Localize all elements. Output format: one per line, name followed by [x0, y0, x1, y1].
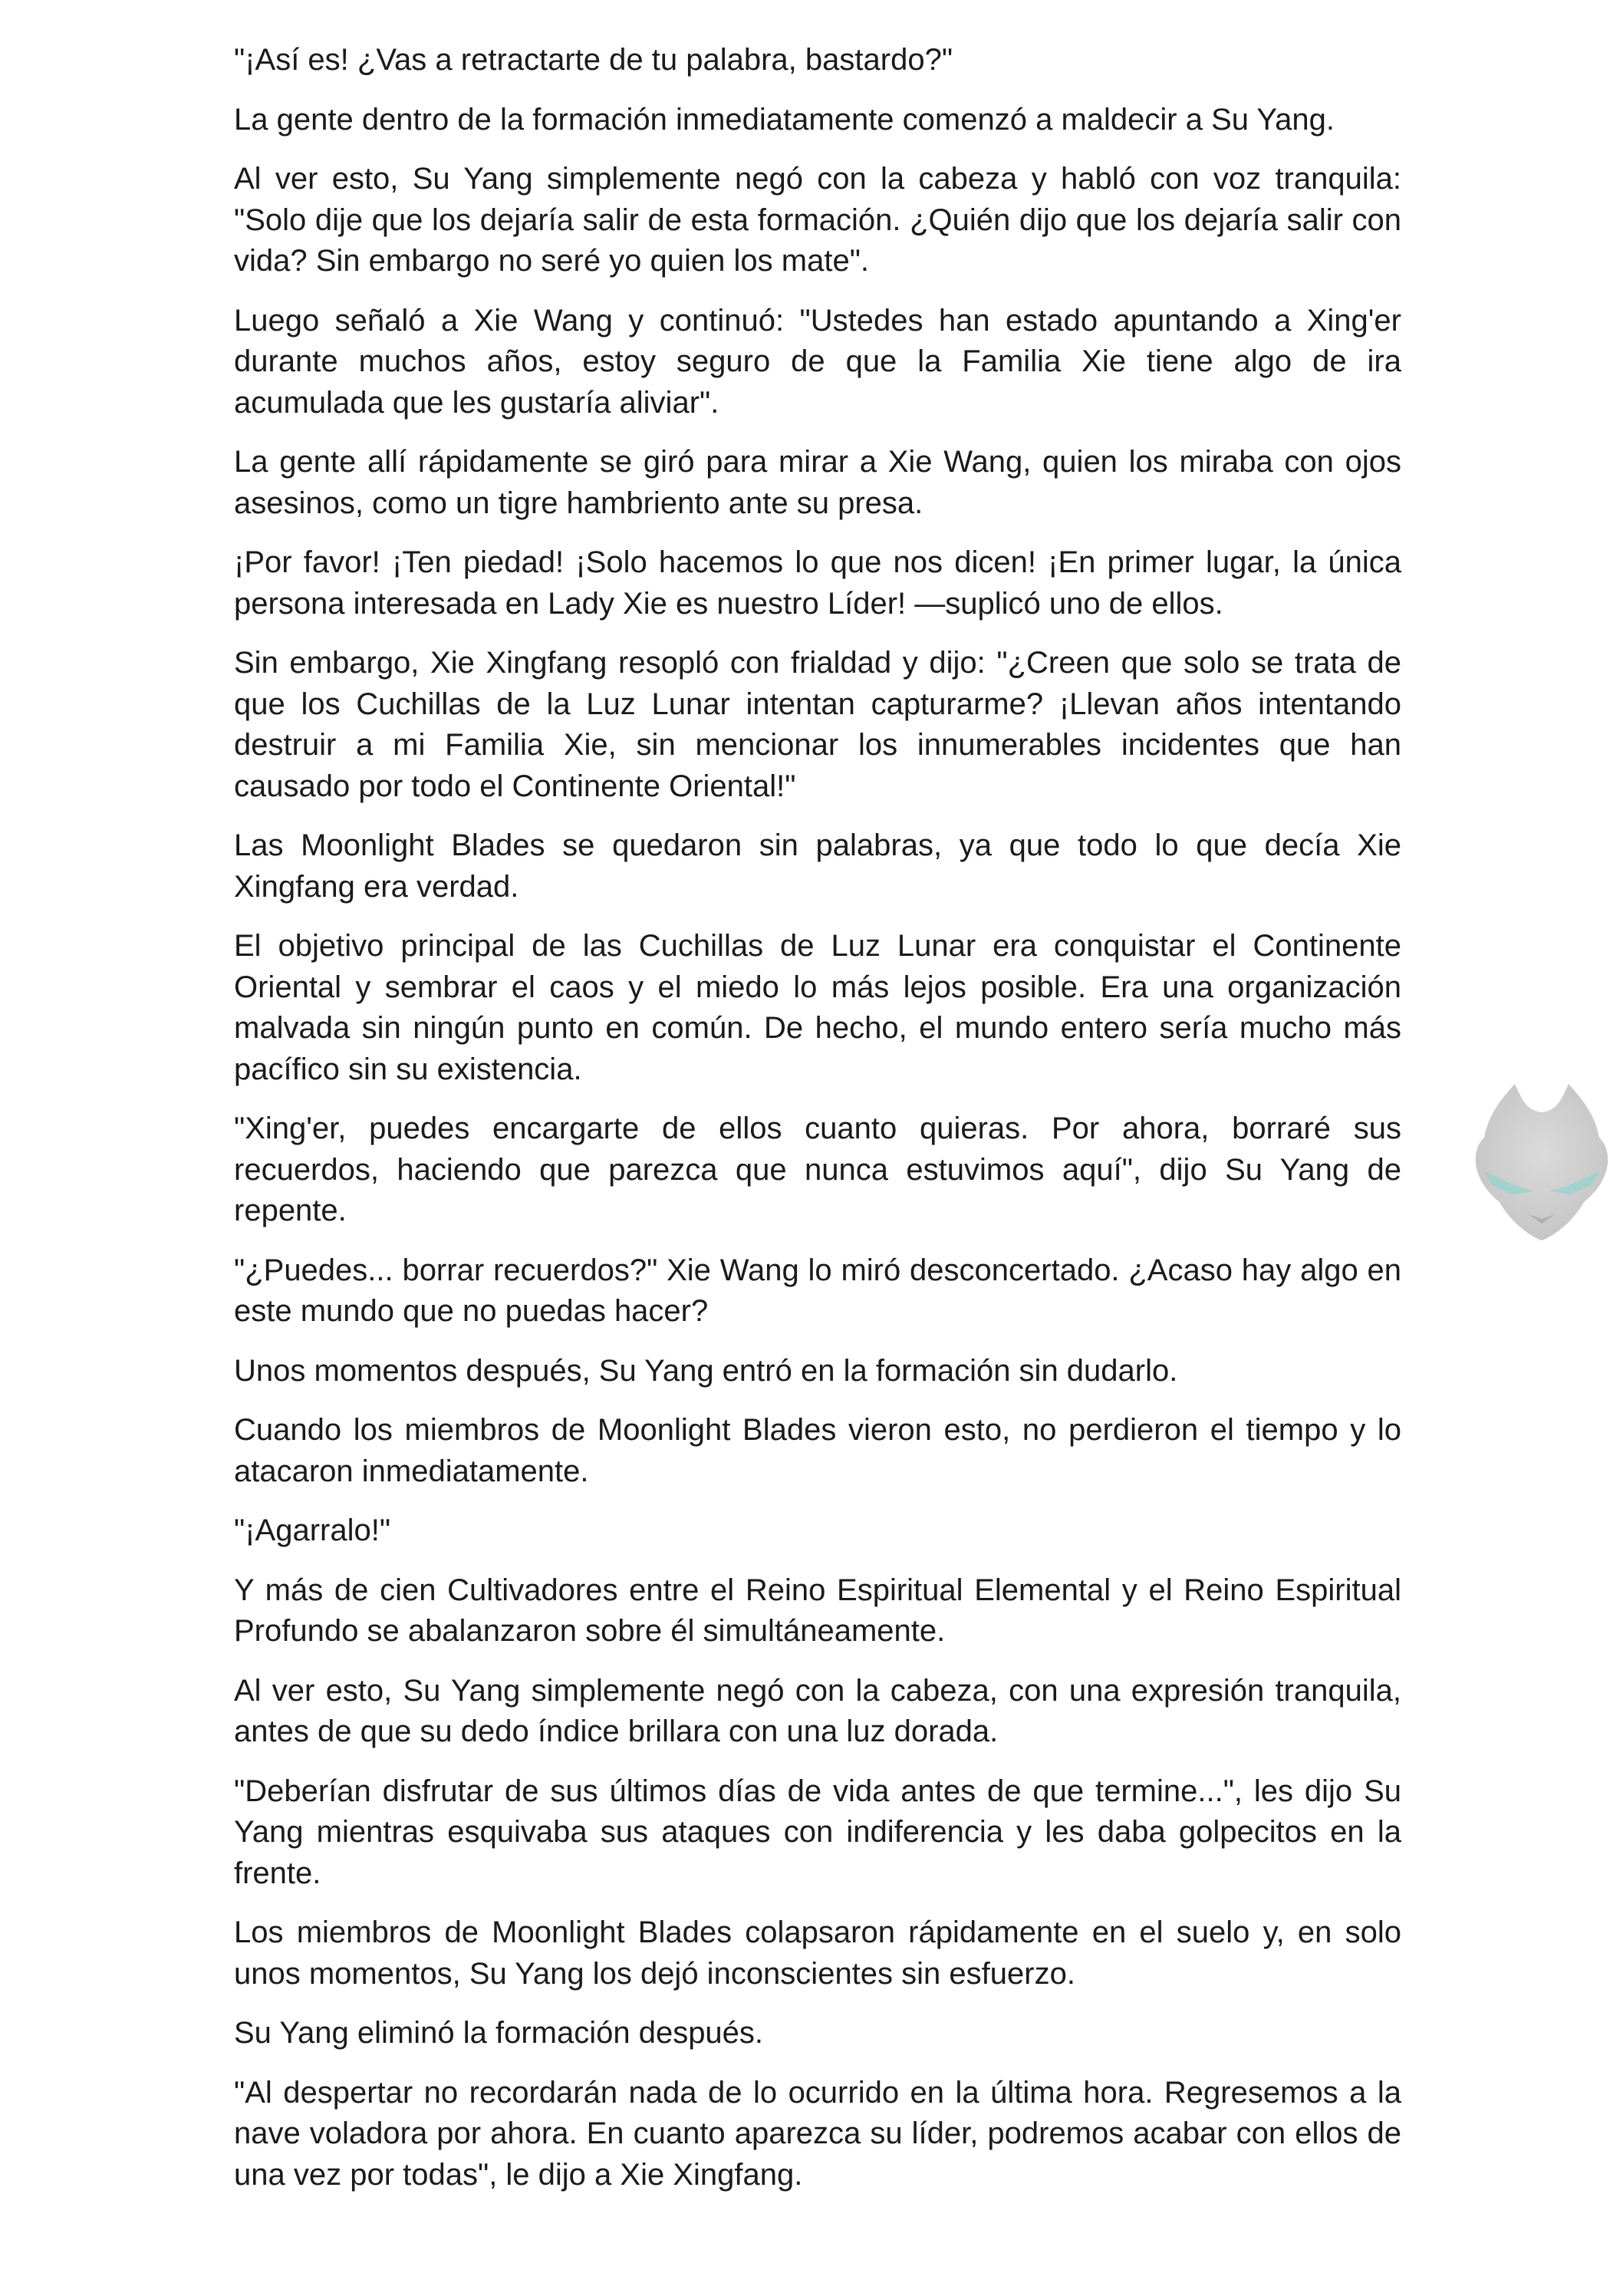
paragraph: Al ver esto, Su Yang simplemente negó con la cabeza, con una expresión tranquila, antes de que su dedo índice brillara con una luz dorada. [234, 1673, 1401, 1748]
document-body [234, 40, 1401, 2214]
paragraph: Su Yang eliminó la formación después. [234, 2016, 764, 2050]
paragraph: Cuando los miembros de Moonlight Blades vieron esto, no perdieron el tiempo y lo atacaron inmediatamente. [234, 1413, 1401, 1488]
demon-head-icon [1469, 1070, 1615, 1247]
paragraph: Al ver esto, Su Yang simplemente negó con la cabeza y habló con voz tranquila: "Solo dije que los dejaría salir de esta formación. ¿Quién dijo que los dejaría salir con vida? Sin embargo no seré yo quien los mate". [234, 162, 1401, 278]
paragraph: "Xing'er, puedes encargarte de ellos cuanto quieras. Por ahora, borraré sus recuerdos, haciendo que parezca que nunca estuvimos aquí", dijo Su Yang de repente. [234, 1112, 1401, 1227]
paragraph: "Al despertar no recordarán nada de lo ocurrido en la última hora. Regresemos a la nave voladora por ahora. En cuanto aparezca su líder, podremos acabar con ellos de una vez por todas", le dijo a Xie Xingfang. [234, 2075, 1401, 2192]
paragraph: Las Moonlight Blades se quedaron sin palabras, ya que todo lo que decía Xie Xingfang era verdad. [234, 828, 1401, 904]
paragraph: El objetivo principal de las Cuchillas de Luz Lunar era conquistar el Continente Oriental y sembrar el caos y el miedo lo más lejos posible. Era una organización malvada sin ningún punto en común. De hecho, el mundo entero sería mucho más pacífico sin su existencia. [234, 929, 1401, 1086]
paragraph: "¿Puedes... borrar recuerdos?" Xie Wang lo miró desconcertado. ¿Acaso hay algo en este mundo que no puedas hacer? [234, 1253, 1401, 1328]
paragraph: La gente allí rápidamente se giró para mirar a Xie Wang, quien los miraba con ojos asesinos, como un tigre hambriento ante su presa. [234, 445, 1401, 520]
paragraph: La gente dentro de la formación inmediatamente comenzó a maldecir a Su Yang. [234, 102, 1335, 137]
paragraph: Unos momentos después, Su Yang entró en la formación sin dudarlo. [234, 1353, 1178, 1388]
paragraph: Y más de cien Cultivadores entre el Reino Espiritual Elemental y el Reino Espiritual Profundo se abalanzaron sobre él simultáneamente. [234, 1573, 1401, 1648]
paragraph: "¡Así es! ¿Vas a retractarte de tu palabra, bastardo?" [234, 43, 953, 77]
paragraph: "¡Agarralo!" [234, 1514, 391, 1547]
paragraph: Sin embargo, Xie Xingfang resopló con frialdad y dijo: "¿Creen que solo se trata de que los Cuchillas de la Luz Lunar intentan capturarme? ¡Llevan años intentando destruir a mi Familia Xie, sin mencionar los innumerables incidentes que han causado por todo el Continente Oriental!" [234, 646, 1401, 803]
watermark-logo [1469, 1070, 1615, 1247]
paragraph: Luego señaló a Xie Wang y continuó: "Ustedes han estado apuntando a Xing'er durante muchos años, estoy seguro de que la Familia Xie tiene algo de ira acumulada que les gustaría aliviar". [234, 303, 1401, 420]
paragraph: Los miembros de Moonlight Blades colapsaron rápidamente en el suelo y, en solo unos momentos, Su Yang los dejó inconscientes sin esfuerzo. [234, 1916, 1401, 1991]
paragraph: ¡Por favor! ¡Ten piedad! ¡Solo hacemos lo que nos dicen! ¡En primer lugar, la única persona interesada en Lady Xie es nuestro Líder! —suplicó uno de ellos. [234, 545, 1401, 621]
paragraph: "Deberían disfrutar de sus últimos días de vida antes de que termine...", les dijo Su Yang mientras esquivaba sus ataques con indiferencia y les daba golpecitos en la frente. [234, 1774, 1401, 1890]
